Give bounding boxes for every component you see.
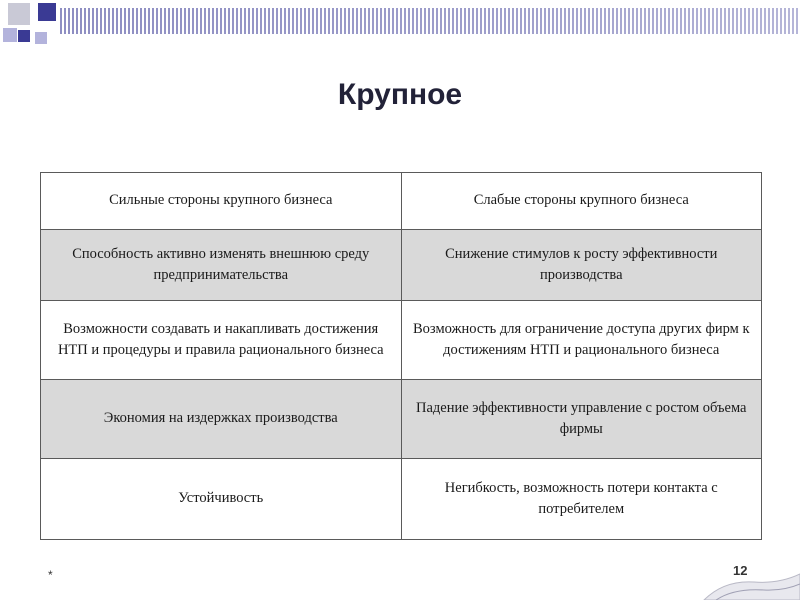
weakness-cell: Негибкость, возможность потери контакта с потребителем bbox=[401, 459, 762, 540]
slide-title: Крупное bbox=[337, 78, 463, 111]
strength-cell: Экономия на издержках производства bbox=[41, 380, 402, 459]
header-band-fade bbox=[60, 8, 800, 34]
weakness-cell: Падение эффективности управление с ростом объема фирмы bbox=[401, 380, 762, 459]
strength-cell: Устойчивость bbox=[41, 459, 402, 540]
strength-cell: Способность активно изменять внешнюю среду предпринимательства bbox=[41, 230, 402, 301]
decor-square-lavender-small bbox=[35, 32, 47, 44]
table-row bbox=[41, 380, 762, 459]
header-strengths: Сильные стороны крупного бизнеса bbox=[41, 173, 402, 230]
comparison-table bbox=[40, 172, 762, 540]
decor-square-lavender bbox=[3, 28, 17, 42]
decor-square-blue-small bbox=[18, 30, 30, 42]
table-header-row bbox=[41, 173, 762, 230]
table-row bbox=[41, 459, 762, 540]
table-row bbox=[41, 301, 762, 380]
weakness-cell: Снижение стимулов к росту эффективности производства bbox=[401, 230, 762, 301]
strength-cell: Возможности создавать и накапливать достижения НТП и процедуры и правила рационального бизнеса bbox=[41, 301, 402, 380]
weakness-cell: Возможность для ограничение доступа других фирм к достижениям НТП и рационального бизнеса bbox=[401, 301, 762, 380]
footer-mark: * bbox=[48, 568, 53, 582]
page-number: 12 bbox=[733, 563, 748, 578]
table-row bbox=[41, 230, 762, 301]
decor-square-grey bbox=[8, 3, 30, 25]
header-weaknesses: Слабые стороны крупного бизнеса bbox=[401, 173, 762, 230]
decor-square-blue bbox=[38, 3, 56, 21]
